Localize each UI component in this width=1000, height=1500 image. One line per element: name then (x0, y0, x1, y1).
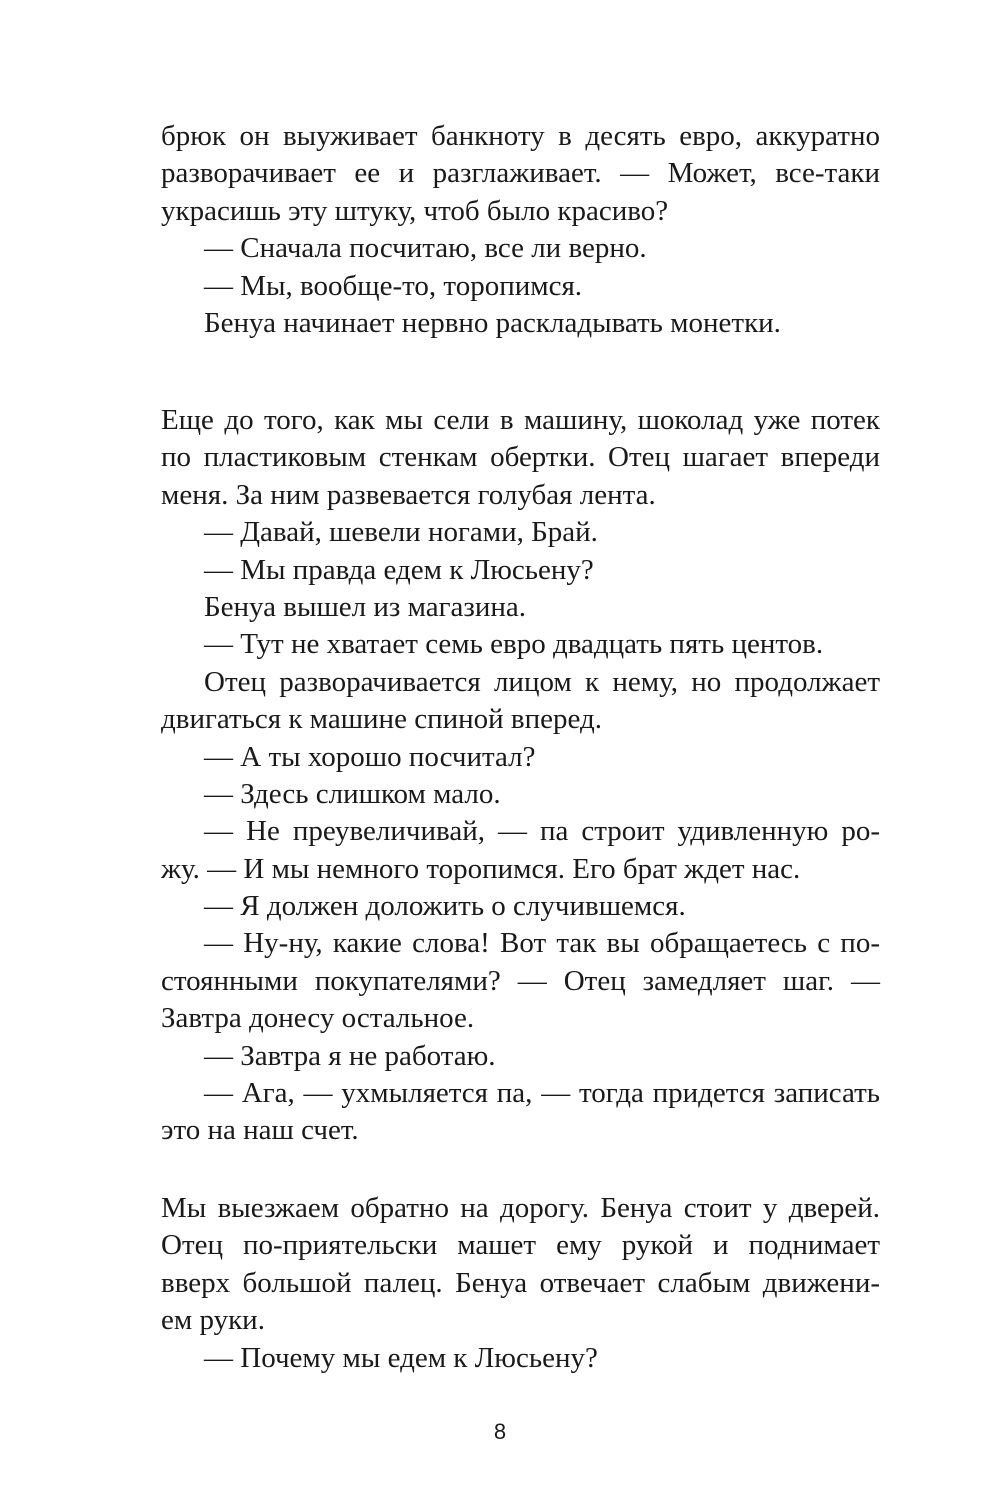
page-number: 8 (493, 1419, 507, 1444)
text-line: жу. — И мы немного торопимся. Его брат ждет нас. (161, 852, 801, 885)
text-line: двигаться к машине спиной вперед. (161, 703, 602, 736)
text-line: ем руки. (161, 1304, 265, 1337)
text-line: Еще до того, как мы сели в машину, шоколад уже потек (161, 404, 880, 436)
text-line: это на наш счет. (161, 1114, 359, 1147)
text-line: — Завтра я не работаю. (204, 1039, 496, 1072)
text-line: — Я должен доложить о случившемся. (204, 890, 686, 923)
text-line: — А ты хорошо посчитал? (204, 740, 536, 773)
text-line: по пластиковым стенкам обертки. Отец шагает впереди (161, 441, 880, 474)
text-section-2 (161, 402, 880, 1150)
text-line: украсишь эту штуку, чтоб было красиво? (161, 194, 669, 227)
text-line: Бенуа начинает нервно раскладывать монетки. (204, 306, 781, 339)
text-line: Завтра донесу остальное. (161, 1002, 475, 1035)
text-line: — Ага, — ухмыляется па, — тогда придется записать (204, 1077, 880, 1110)
text-line: меня. За ним развевается голубая лента. (161, 478, 656, 511)
text-line: — Не преувеличивай, — па строит удивленную ро- (204, 815, 880, 848)
text-line: Мы выезжаем обратно на дорогу. Бенуа стоит у дверей. (161, 1192, 880, 1224)
text-line: стоянными покупателями? — Отец замедляет шаг. — (161, 964, 880, 997)
text-line: разворачивает ее и разглаживает. — Может, все-таки (161, 157, 880, 190)
text-line: Отец по-приятельски машет ему рукой и поднимает (161, 1229, 880, 1262)
text-line: — Давай, шевели ногами, Брай. (204, 516, 598, 549)
text-line: — Здесь слишком мало. (204, 777, 501, 810)
text-line: — Мы правда едем к Люсьену? (204, 553, 594, 586)
text-line: вверх большой палец. Бенуа отвечает слабым движени- (161, 1266, 880, 1299)
text-line: Отец разворачивается лицом к нему, но продолжает (204, 665, 880, 698)
text-line: — Мы, вообще-то, торопимся. (204, 269, 583, 302)
text-line: — Ну-ну, какие слова! Вот так вы обращаетесь с по- (204, 927, 880, 960)
text-section-3 (161, 1190, 880, 1377)
text-line: Бенуа вышел из магазина. (204, 590, 527, 623)
text-section-1 (161, 118, 880, 342)
text-line: — Сначала посчитаю, все ли верно. (204, 232, 647, 265)
text-line: — Почему мы едем к Люсьену? (204, 1341, 598, 1374)
text-line: брюк он выуживает банкноту в десять евро, аккуратно (161, 120, 880, 152)
text-line: — Тут не хватает семь евро двадцать пять центов. (204, 628, 824, 661)
